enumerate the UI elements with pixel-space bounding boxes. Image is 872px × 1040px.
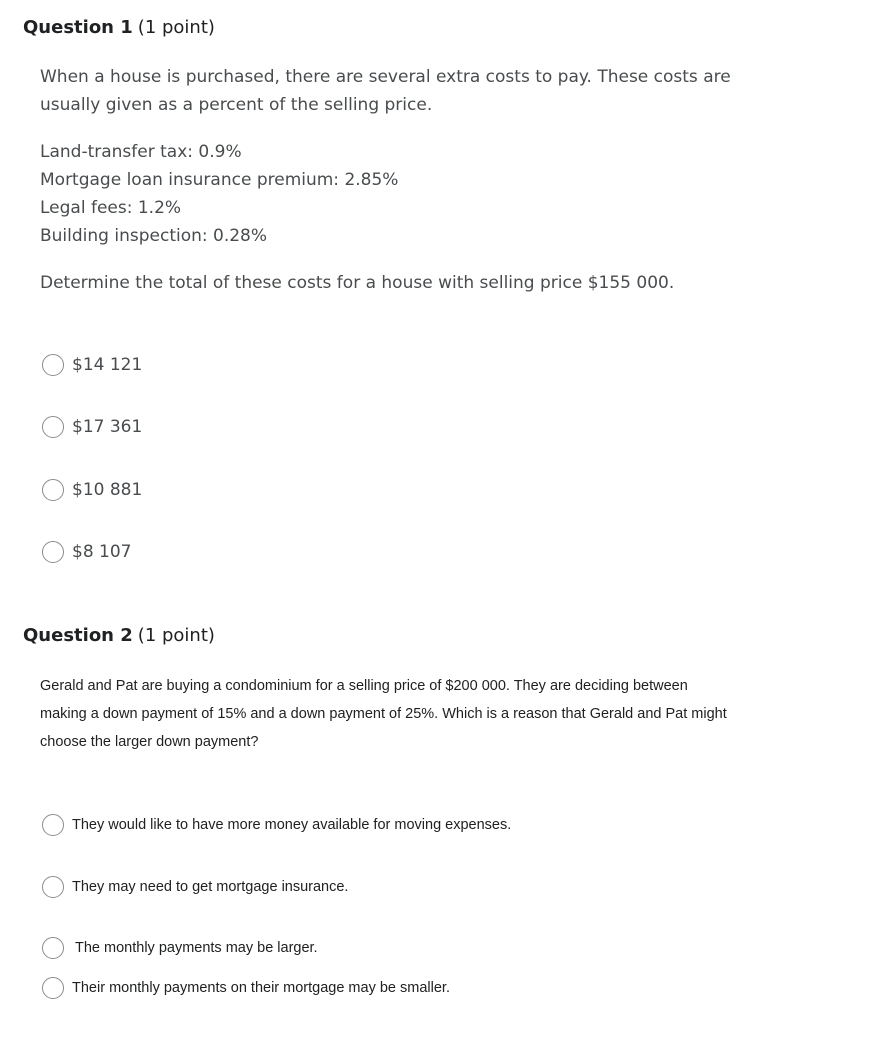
radio-button[interactable] xyxy=(42,977,64,999)
question-1-option-d[interactable] xyxy=(42,541,131,563)
radio-button[interactable] xyxy=(42,416,64,438)
radio-button[interactable] xyxy=(42,479,64,501)
cost-item-mortgage-insurance: Mortgage loan insurance premium: 2.85% xyxy=(40,170,399,190)
option-label: $10 881 xyxy=(72,480,143,500)
question-2-option-a[interactable] xyxy=(42,814,511,836)
option-label: $17 361 xyxy=(72,417,143,437)
question-2-option-b[interactable] xyxy=(42,876,348,898)
question-1-option-c[interactable] xyxy=(42,479,142,501)
question-1-prompt: Determine the total of these costs for a house with selling price $155 000. xyxy=(40,273,675,293)
question-1-option-b[interactable] xyxy=(42,416,142,438)
question-2-title xyxy=(23,625,215,646)
cost-item-land-transfer: Land-transfer tax: 0.9% xyxy=(40,142,242,162)
option-label: The monthly payments may be larger. xyxy=(75,940,318,956)
option-label: $14 121 xyxy=(72,355,143,375)
option-label: They would like to have more money available for moving expenses. xyxy=(72,817,512,833)
option-label: Their monthly payments on their mortgage may be smaller. xyxy=(72,980,450,996)
question-2-option-c[interactable] xyxy=(42,937,318,959)
option-label: $8 107 xyxy=(72,542,132,562)
question-number: Question 2 xyxy=(23,625,133,646)
radio-button[interactable] xyxy=(42,876,64,898)
question-1-title xyxy=(23,17,215,38)
question-2-option-d[interactable] xyxy=(42,977,450,999)
question-number: Question 1 xyxy=(23,17,133,38)
radio-button[interactable] xyxy=(42,541,64,563)
question-1-option-a[interactable] xyxy=(42,354,142,376)
radio-button[interactable] xyxy=(42,814,64,836)
option-label: They may need to get mortgage insurance. xyxy=(72,879,349,895)
question-2-text-line-1: Gerald and Pat are buying a condominium for a selling price of $200 000. They are deciding between xyxy=(40,678,688,694)
question-1-intro-line-1: When a house is purchased, there are several extra costs to pay. These costs are xyxy=(40,67,731,87)
radio-button[interactable] xyxy=(42,937,64,959)
question-points: (1 point) xyxy=(137,625,215,646)
question-points: (1 point) xyxy=(137,17,215,38)
question-2-text-line-3: choose the larger down payment? xyxy=(40,734,259,750)
question-2-text-line-2: making a down payment of 15% and a down payment of 25%. Which is a reason that Gerald and Pat might xyxy=(40,706,727,722)
question-1-intro-line-2: usually given as a percent of the selling price. xyxy=(40,95,433,115)
cost-item-legal-fees: Legal fees: 1.2% xyxy=(40,198,182,218)
radio-button[interactable] xyxy=(42,354,64,376)
cost-item-building-inspection: Building inspection: 0.28% xyxy=(40,226,268,246)
